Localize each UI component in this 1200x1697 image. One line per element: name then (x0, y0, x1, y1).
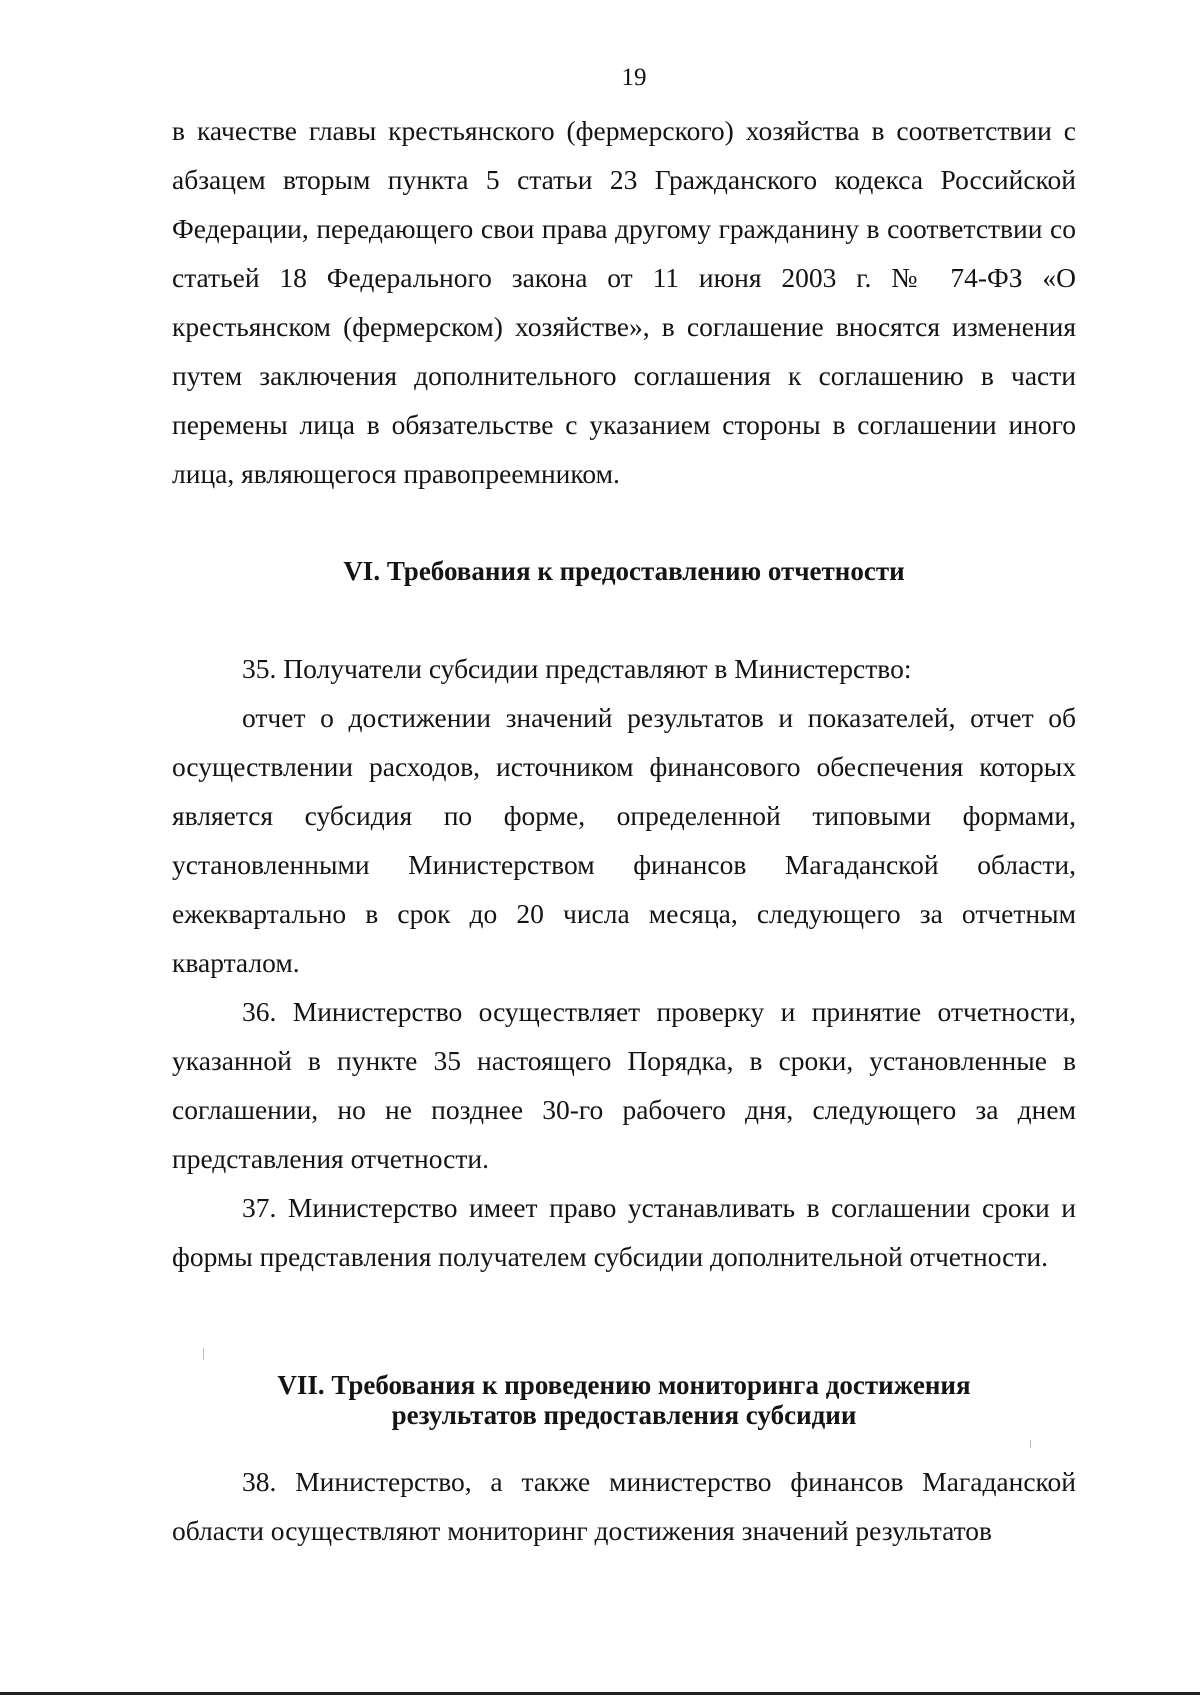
paragraph-35-report: отчет о достижении значений результатов и показателей, отчет об осуществлении расходов, источником финансового обеспечения которых является субсидия по форме, определенной типовыми формами, установленными Министерством финансов Магаданской области, ежеквартально в срок до 20 числа месяца, следующего за отчетным кварталом. (172, 702, 1076, 978)
section-vi-heading: VI. Требования к предоставлению отчетности (343, 556, 905, 586)
scan-artifact-mark (1030, 1440, 1031, 1448)
paragraph-37: 37. Министерство имеет право устанавливать в соглашении сроки и формы представления получателем субсидии дополнительной отчетности. (172, 1192, 1076, 1272)
scan-artifact-mark (203, 1348, 204, 1360)
page-number: 19 (621, 64, 647, 91)
section-vii-heading-line2: результатов предоставления субсидии (391, 1400, 857, 1430)
section-vii-heading-line1: VII. Требования к проведению мониторинга достижения (277, 1370, 971, 1400)
paragraph-38: 38. Министерство, а также министерство финансов Магаданской области осуществляют мониторинг достижения значений результатов (172, 1466, 1076, 1546)
page-bottom-rule (0, 1692, 1200, 1695)
paragraph-36: 36. Министерство осуществляет проверку и принятие отчетности, указанной в пункте 35 настоящего Порядка, в сроки, установленные в соглашении, но не позднее 30-го рабочего дня, следующего за днем представления отчетности. (172, 996, 1076, 1174)
intro-paragraph: в качестве главы крестьянского (фермерского) хозяйства в соответствии с абзацем вторым пункта 5 статьи 23 Гражданского кодекса Российской Федерации, передающего свои права другому гражданину в соответствии со статьей 18 Федерального закона от 11 июня 2003 г. № 74-ФЗ «О крестьянском (фермерском) хозяйстве», в соглашение вносятся изменения путем заключения дополнительного соглашения к соглашению в части перемены лица в обязательстве с указанием стороны в соглашении иного лица, являющегося правопреемником. (172, 115, 1076, 489)
section-vi-body (172, 644, 1076, 1281)
paragraph-35: 35. Получатели субсидии представляют в Министерство: (242, 653, 912, 684)
intro-paragraph-block (172, 106, 1076, 498)
section-vii-heading (172, 1370, 1076, 1430)
section-vii-body (172, 1457, 1076, 1555)
